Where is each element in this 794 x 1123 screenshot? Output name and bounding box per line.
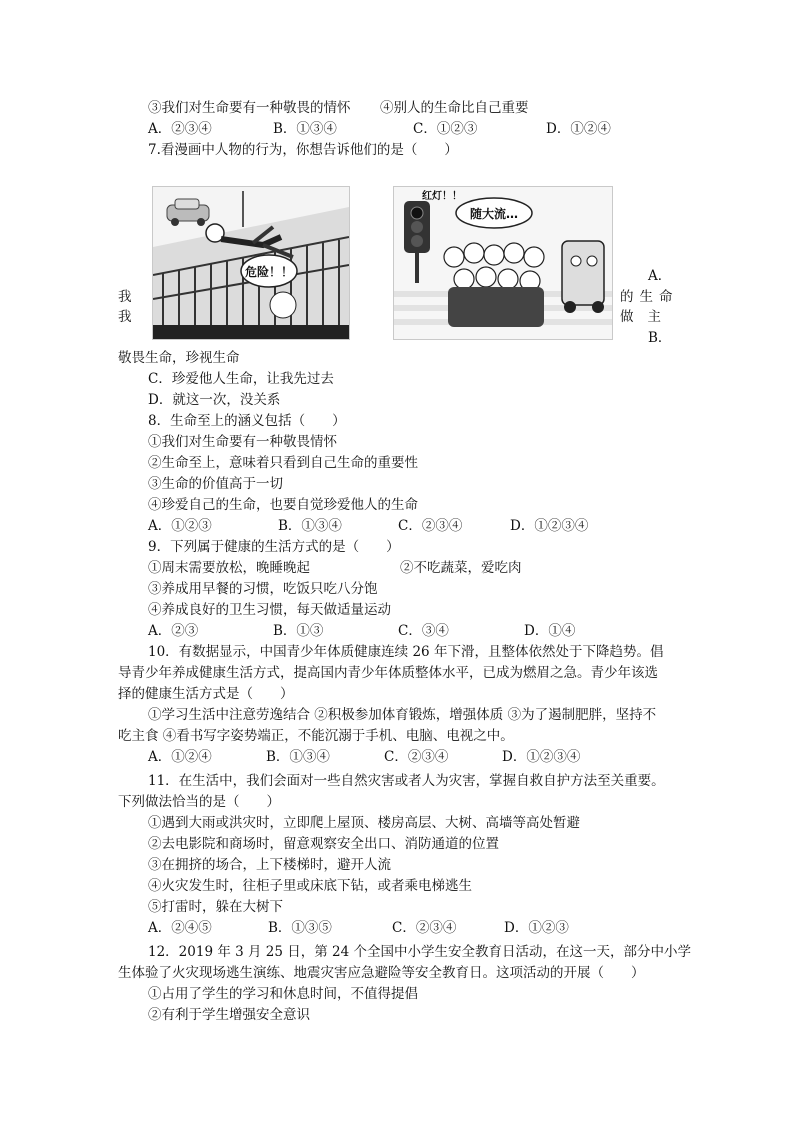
q7-option-b-text: 敬畏生命，珍视生命 (118, 350, 240, 366)
q11-item-4: ④火灾发生时，往柜子里或床底下钻，或者乘电梯逃生 (148, 878, 472, 894)
wrap-right-2: 做主 (620, 309, 675, 325)
q7-option-a-label: A． (648, 268, 672, 284)
q9-item-3: ③养成用早餐的习惯，吃饭只吃八分饱 (148, 581, 378, 597)
q8-stem: 8．生命至上的涵义包括（ ） (148, 413, 346, 429)
q10-items-1: ①学习生活中注意劳逸结合 ②积极参加体育锻炼，增强体质 ③为了遏制肥胖，坚持不 (148, 707, 657, 723)
q7-option-c: C．珍爱他人生命，让我先过去 (148, 371, 334, 387)
q8-item-2: ②生命至上，意味着只看到自己生命的重要性 (148, 455, 418, 471)
q12-item-1: ①占用了学生的学习和休息时间，不值得提倡 (148, 986, 418, 1002)
q11-item-3: ③在拥挤的场合，上下楼梯时，避开人流 (148, 857, 391, 873)
choice-c: C．②③④ (398, 518, 463, 534)
q10-line-3: 择的健康生活方式是（ ） (118, 686, 294, 702)
q8-item-1: ①我们对生命要有一种敬畏情怀 (148, 434, 337, 450)
choice-a: A．①②④ (148, 749, 212, 765)
q11-line-1: 11．在生活中，我们会面对一些自然灾害或者人为灾害，掌握自救自护方法至关重要。 (148, 773, 665, 789)
q10-line-1: 10．有数据显示，中国青少年体质健康连续 26 年下滑，且整体依然处于下降趋势。倡 (148, 644, 664, 660)
choice-b: B．①③⑤ (268, 920, 332, 936)
q11-line-2: 下列做法恰当的是（ ） (118, 794, 280, 810)
choice-b: B．①③ (273, 623, 324, 639)
choice-d: D．①④ (524, 623, 576, 639)
q6-option-4: ④别人的生命比自己重要 (380, 100, 529, 116)
cartoon-railing (152, 186, 350, 340)
cartoon-red-light (393, 186, 613, 340)
q8-item-3: ③生命的价值高于一切 (148, 476, 283, 492)
choice-d: D．①②③ (504, 920, 569, 936)
q11-item-2: ②去电影院和商场时，留意观察安全出口、消防通道的位置 (148, 836, 499, 852)
q7-stem: 7.看漫画中人物的行为，你想告诉他们的是（ ） (148, 142, 458, 158)
q12-line-2: 生体验了火灾现场逃生演练、地震灾害应急避险等安全教育日。这项活动的开展（ ） (118, 965, 645, 981)
car-icon (562, 241, 604, 313)
choice-b: B．①③④ (273, 121, 337, 137)
q8-item-4: ④珍爱自己的生命，也要自觉珍爱他人的生命 (148, 497, 418, 513)
q12-item-2: ②有利于学生增强安全意识 (148, 1007, 310, 1023)
choice-a: A．②④⑤ (148, 920, 212, 936)
q11-item-5: ⑤打雷时，躲在大树下 (148, 899, 283, 915)
wrap-right-1: 的生命 (620, 289, 679, 305)
q10-line-2: 导青少年养成健康生活方式，提高国内青少年体质整体水平，已成为燃眉之急。青少年该选 (118, 665, 658, 681)
cartoon2-speech: 随大流… (469, 207, 519, 221)
q10-items-2: 吃主食 ④看书写字姿势端正，不能沉溺于手机、电脑、电视之中。 (118, 728, 514, 744)
q12-line-1: 12．2019 年 3 月 25 日，第 24 个全国中小学生安全教育日活动，在这一天，部分中小学 (148, 944, 692, 960)
q6-option-3: ③我们对生命要有一种敬畏的情怀 (148, 100, 351, 116)
choice-c: C．②③④ (384, 749, 449, 765)
cartoon1-speech: 危险！！ (244, 265, 294, 279)
choice-c: C．③④ (398, 623, 449, 639)
q9-item-1: ①周末需要放松，晚睡晚起 (148, 560, 310, 576)
crowd-illustration (394, 187, 612, 339)
cartoon2-signal: 红灯！！ (422, 191, 462, 202)
wrap-left-2: 我 (118, 309, 132, 325)
wrap-left-1: 我 (118, 289, 132, 305)
choice-a: A．①②③ (148, 518, 212, 534)
choice-d: D．①②④ (546, 121, 611, 137)
choice-b: B．①③④ (278, 518, 342, 534)
choice-a: A．②③ (148, 623, 199, 639)
choice-c: C．②③④ (392, 920, 457, 936)
choice-d: D．①②③④ (502, 749, 581, 765)
choice-b: B．①③④ (266, 749, 330, 765)
q9-item-2: ②不吃蔬菜，爱吃肉 (400, 560, 522, 576)
q9-item-4: ④养成良好的卫生习惯，每天做适量运动 (148, 602, 391, 618)
q9-stem: 9．下列属于健康的生活方式的是（ ） (148, 539, 400, 555)
q7-option-d: D．就这一次，没关系 (148, 392, 281, 408)
q7-option-b-label: B． (648, 330, 672, 346)
choice-a: A．②③④ (148, 121, 212, 137)
choice-d: D．①②③④ (510, 518, 589, 534)
choice-c: C．①②③ (413, 121, 478, 137)
railing-illustration (153, 187, 349, 339)
q11-item-1: ①遇到大雨或洪灾时，立即爬上屋顶、楼房高层、大树、高墙等高处暂避 (148, 815, 580, 831)
